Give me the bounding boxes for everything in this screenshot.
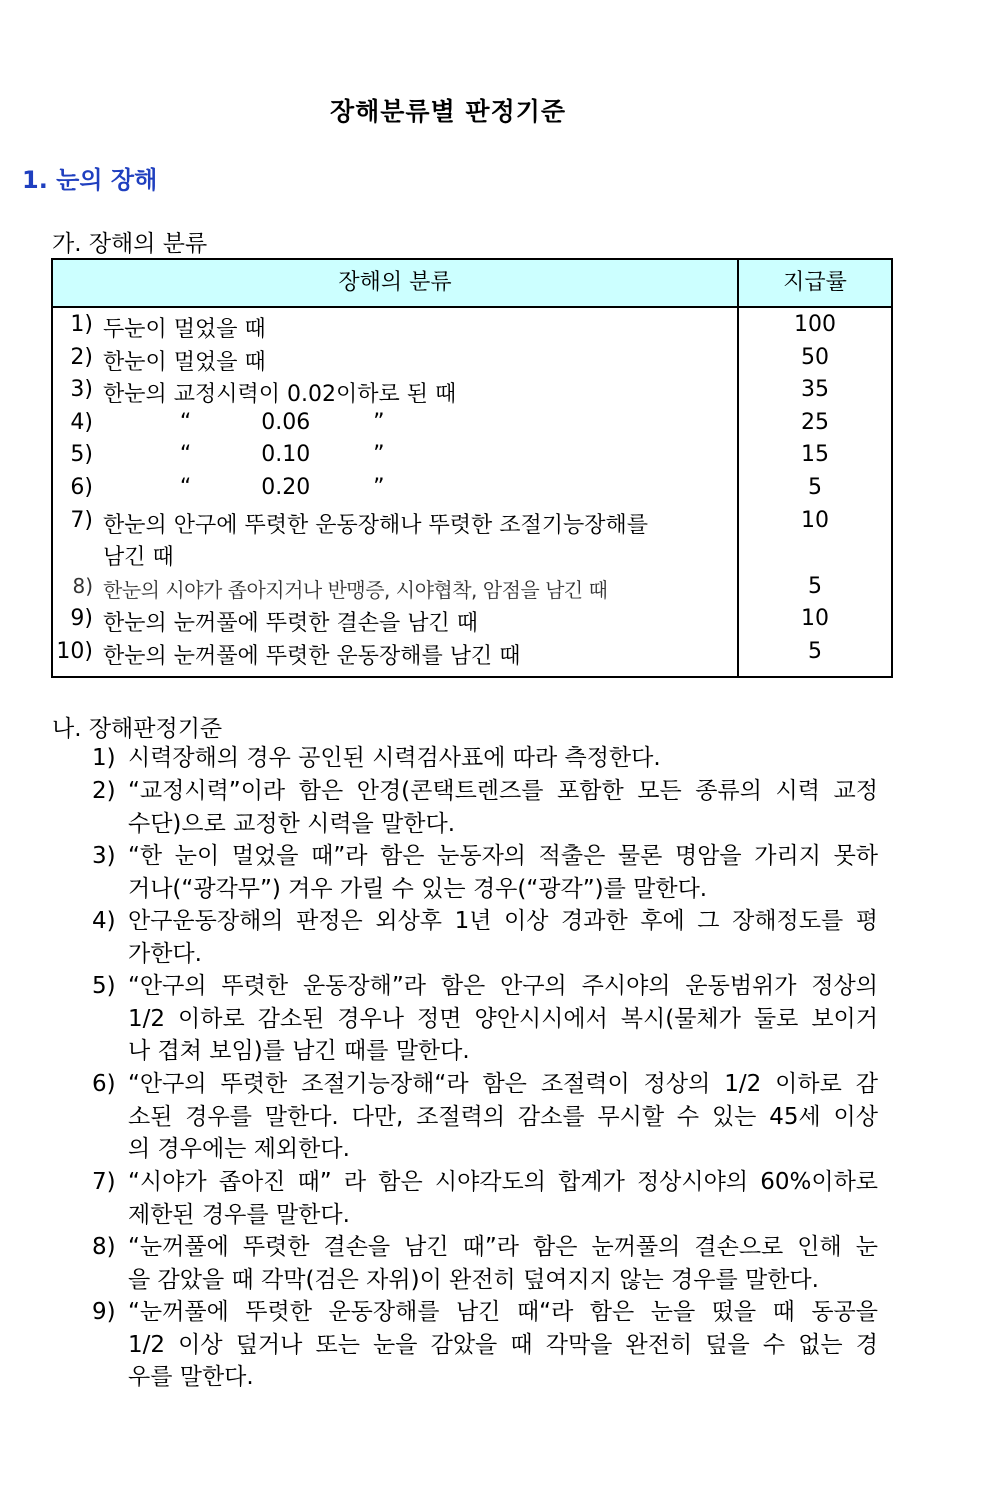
row-number: 6) xyxy=(70,475,93,500)
criteria-line: “교정시력”이라 함은 안경(콘택트렌즈를 포함한 모든 종류의 시력 교정 xyxy=(128,778,878,804)
criteria-line: “시야가 좁아진 때” 라 함은 시야각도의 합계가 정상시야의 60%이하로 xyxy=(128,1169,878,1195)
criteria-line: 우를 말한다. xyxy=(128,1364,254,1391)
row-number: 10) xyxy=(56,639,93,664)
row-text: 한눈의 교정시력이 0.02이하로 된 때 xyxy=(103,382,457,407)
row-number: 9) xyxy=(70,606,93,631)
row-rate: 5 xyxy=(808,639,822,664)
criteria-number: 4) xyxy=(92,908,116,934)
row-text: 한눈이 멀었을 때 xyxy=(103,350,266,375)
criteria-line: 을 감았을 때 각막(검은 자위)이 완전히 덮여지지 않는 경우를 말한다. xyxy=(128,1266,819,1293)
row-rate: 10 xyxy=(801,508,829,533)
criteria-line: “안구의 뚜렷한 조절기능장해“라 함은 조절력이 정상의 1/2 이하로 감 xyxy=(128,1071,878,1097)
row-number: 2) xyxy=(70,345,93,370)
row-text: 한눈의 안구에 뚜렷한 운동장해나 뚜렷한 조절기능장해를 xyxy=(103,513,649,538)
criteria-line: “안구의 뚜렷한 운동장해”라 함은 안구의 주시야의 운동범위가 정상의 xyxy=(128,973,878,999)
row-number: 7) xyxy=(70,508,93,533)
subsection-criteria: 나. 장해판정기준 xyxy=(52,716,223,742)
criteria-number: 5) xyxy=(92,973,116,999)
criteria-line: 의 경우에는 제외한다. xyxy=(128,1136,350,1163)
criteria-line: 가한다. xyxy=(128,940,202,967)
criteria-line: 제한된 경우를 말한다. xyxy=(128,1201,350,1228)
row-text: 한눈의 시야가 좁아지거나 반맹증, 시야협착, 암점을 남긴 때 xyxy=(103,578,608,602)
row-number: 8) xyxy=(72,574,93,598)
section-heading: 1. 눈의 장해 xyxy=(22,166,158,194)
row-number: 1) xyxy=(70,312,93,337)
row-text: 두눈이 멀었을 때 xyxy=(103,317,266,342)
row-rate: 35 xyxy=(801,377,829,402)
row-rate: 25 xyxy=(801,410,829,435)
criteria-line: 수단)으로 교정한 시력을 말한다. xyxy=(128,810,456,837)
row-rate: 5 xyxy=(808,475,822,500)
criteria-number: 3) xyxy=(92,843,116,869)
table-header xyxy=(53,260,891,308)
criteria-line: “눈꺼풀에 뚜렷한 결손을 남긴 때”라 함은 눈꺼풀의 결손으로 인해 눈 xyxy=(128,1234,878,1260)
criteria-line: 시력장해의 경우 공인된 시력검사표에 따라 측정한다. xyxy=(128,745,661,771)
row-text: “ 0.10 ” xyxy=(103,442,385,467)
criteria-line: “한 눈이 멀었을 때”라 함은 눈동자의 적출은 물론 명암을 가리지 못하 xyxy=(128,843,878,869)
row-rate: 5 xyxy=(808,574,822,599)
row-rate: 10 xyxy=(801,606,829,631)
row-number: 3) xyxy=(70,377,93,402)
criteria-line: 나 겹쳐 보임)를 남긴 때를 말한다. xyxy=(128,1038,470,1065)
criteria-line: 소된 경우를 말한다. 다만, 조절력의 감소를 무시할 수 있는 45세 이상 xyxy=(128,1103,878,1130)
row-text: “ 0.20 ” xyxy=(103,475,385,500)
row-text: 한눈의 눈꺼풀에 뚜렷한 운동장해를 남긴 때 xyxy=(103,644,521,669)
criteria-number: 9) xyxy=(92,1299,116,1325)
disability-table xyxy=(51,258,893,678)
criteria-line: “눈꺼풀에 뚜렷한 운동장해를 남긴 때“라 함은 눈을 떴을 때 동공을 xyxy=(128,1299,878,1325)
criteria-line: 1/2 이상 덮거나 또는 눈을 감았을 때 각막을 완전히 덮을 수 없는 경 xyxy=(128,1331,878,1358)
row-number: 5) xyxy=(70,442,93,467)
criteria-number: 1) xyxy=(92,745,116,771)
row-text: 한눈의 눈꺼풀에 뚜렷한 결손을 남긴 때 xyxy=(103,611,478,636)
header-rate: 지급률 xyxy=(783,270,847,295)
header-classification: 장해의 분류 xyxy=(338,270,452,295)
row-rate: 15 xyxy=(801,442,829,467)
criteria-number: 2) xyxy=(92,778,116,804)
document-title: 장해분류별 판정기준 xyxy=(329,97,567,126)
criteria-number: 8) xyxy=(92,1234,116,1260)
row-rate: 50 xyxy=(801,345,829,370)
criteria-line: 거나(“광각무”) 겨우 가릴 수 있는 경우(“광각”)를 말한다. xyxy=(128,875,708,902)
criteria-line: 1/2 이하로 감소된 경우나 정면 양안시시에서 복시(물체가 둘로 보이거 xyxy=(128,1005,878,1032)
criteria-number: 6) xyxy=(92,1071,116,1097)
subsection-classification: 가. 장해의 분류 xyxy=(52,231,208,257)
row-number: 4) xyxy=(70,410,93,435)
row-text: 남긴 때 xyxy=(103,545,174,570)
criteria-number: 7) xyxy=(92,1169,116,1195)
row-text: “ 0.06 ” xyxy=(103,410,385,435)
row-rate: 100 xyxy=(794,312,836,337)
criteria-line: 안구운동장해의 판정은 외상후 1년 이상 경과한 후에 그 장해정도를 평 xyxy=(128,908,878,934)
